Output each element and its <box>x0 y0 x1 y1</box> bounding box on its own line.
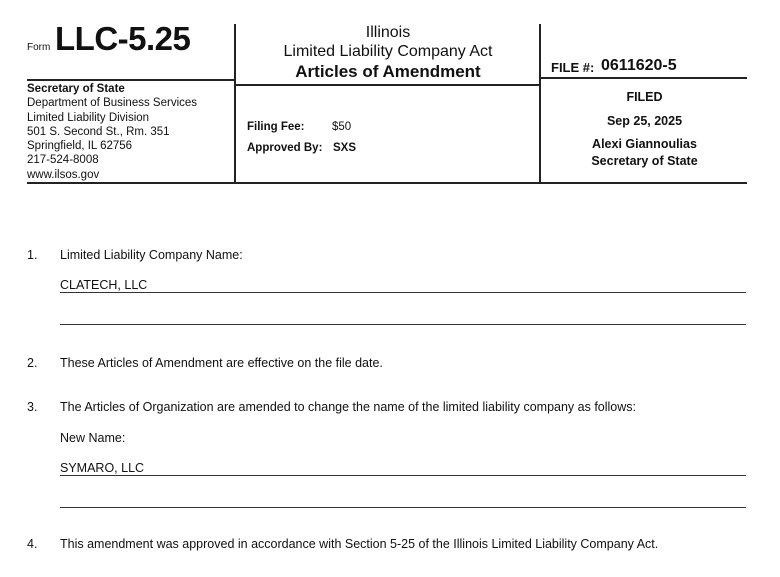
item-2-text: These Articles of Amendment are effective on the file date. <box>60 356 383 370</box>
filed-status: FILED <box>626 90 663 104</box>
new-name-value: SYMARO, LLC <box>60 461 145 475</box>
item-3-number: 3. <box>27 400 38 414</box>
office-name: Secretary of State <box>27 83 125 95</box>
company-name-value: CLATECH, LLC <box>60 278 148 292</box>
header-act: Limited Liability Company Act <box>283 43 493 60</box>
approved-by-value: SXS <box>333 142 357 154</box>
item-4-number: 4. <box>27 537 38 551</box>
filing-fee-value: $50 <box>332 121 352 133</box>
company-name-line-2 <box>60 324 746 325</box>
header-rule-left <box>27 79 234 81</box>
secretary-name: Alexi Giannoulias <box>592 137 697 151</box>
new-name-label: New Name: <box>60 431 126 445</box>
company-name-line <box>60 292 746 293</box>
filing-fee-label: Filing Fee: <box>247 121 305 133</box>
office-address <box>27 82 197 182</box>
item-2-number: 2. <box>27 356 38 370</box>
office-division: Limited Liability Division <box>27 111 150 124</box>
file-number: 0611620-5 <box>601 57 677 74</box>
office-department: Department of Business Services <box>27 97 198 110</box>
item-1-label: Limited Liability Company Name: <box>60 248 243 262</box>
header-rule-center <box>236 84 539 86</box>
header-rule-right <box>541 77 747 79</box>
page-title: Articles of Amendment <box>295 62 481 81</box>
office-city: Springfield, IL 62756 <box>27 140 133 153</box>
item-1-number: 1. <box>27 248 38 262</box>
office-website: www.ilsos.gov <box>27 168 100 181</box>
filed-date: Sep 25, 2025 <box>606 114 683 128</box>
form-word: Form <box>27 42 51 53</box>
header-divider-right <box>539 24 541 184</box>
office-street: 501 S. Second St., Rm. 351 <box>27 125 170 138</box>
header-state: Illinois <box>365 24 411 41</box>
header-divider-left <box>234 24 236 184</box>
office-phone: 217-524-8008 <box>27 154 99 167</box>
item-3-text: The Articles of Organization are amended to change the name of the limited liability company as follows: <box>60 400 637 414</box>
file-number-label: FILE #: <box>551 60 595 75</box>
item-4-text: This amendment was approved in accordance with Section 5-25 of the Illinois Limited Liability Company Act. <box>60 537 659 551</box>
secretary-title: Secretary of State <box>591 154 698 168</box>
header-bottom-rule <box>27 182 747 184</box>
approved-by-label: Approved By: <box>247 142 323 154</box>
new-name-line <box>60 475 746 476</box>
new-name-line-2 <box>60 507 746 508</box>
form-number: LLC-5.25 <box>55 20 191 57</box>
